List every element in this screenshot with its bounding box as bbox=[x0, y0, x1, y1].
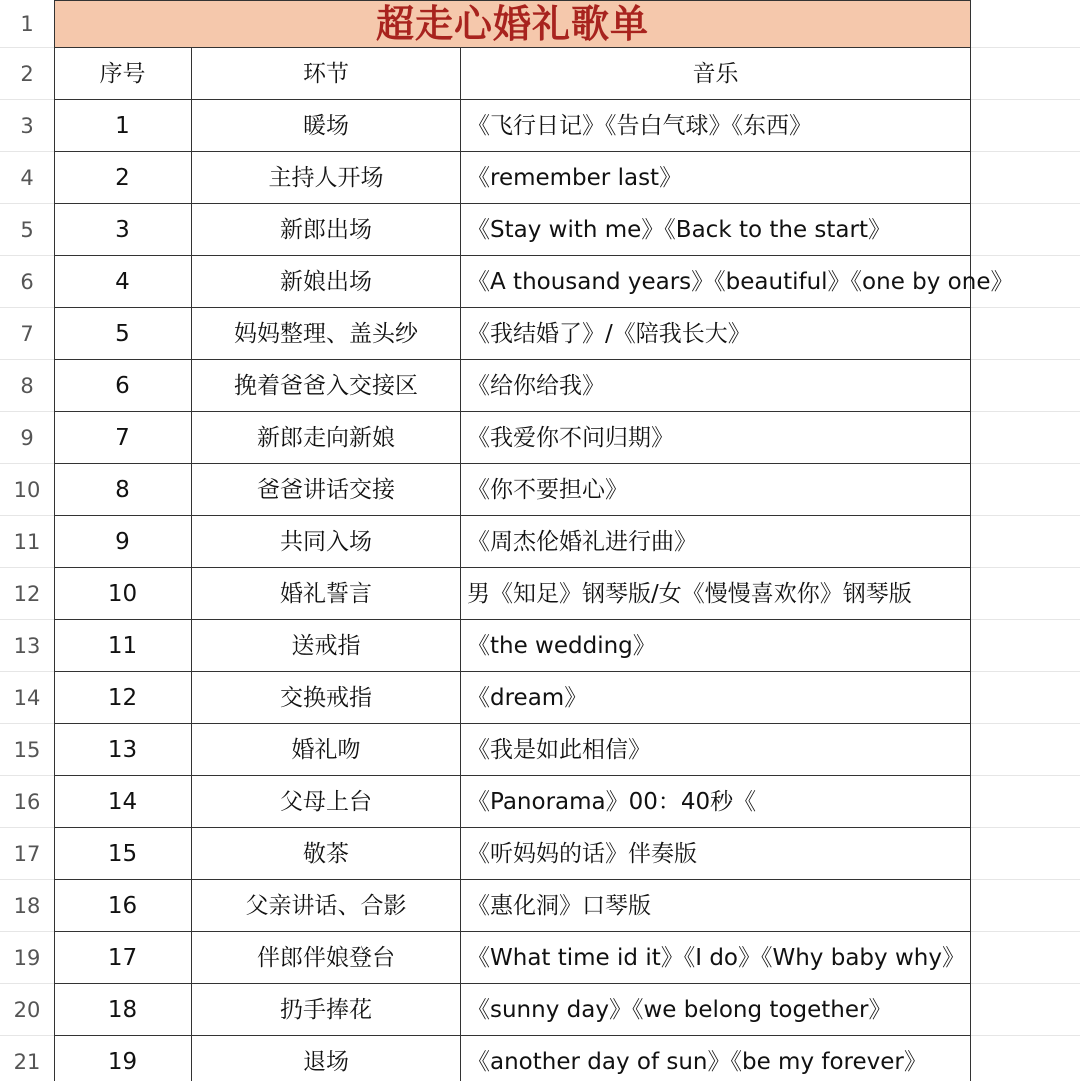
music-cell[interactable]: 《Panorama》00：40秒《 bbox=[461, 776, 971, 828]
table-row bbox=[0, 620, 1080, 672]
serial-number-cell[interactable]: 16 bbox=[54, 880, 192, 932]
row-number[interactable]: 5 bbox=[0, 204, 54, 256]
empty-cell[interactable] bbox=[971, 828, 1080, 880]
segment-cell[interactable]: 父亲讲话、合影 bbox=[192, 880, 461, 932]
table-row bbox=[0, 880, 1080, 932]
music-cell[interactable]: 《What time id it》《I do》《Why baby why》 bbox=[461, 932, 971, 984]
serial-number-cell[interactable]: 11 bbox=[54, 620, 192, 672]
empty-cell[interactable] bbox=[971, 568, 1080, 620]
serial-number-cell[interactable]: 17 bbox=[54, 932, 192, 984]
music-cell[interactable]: 《A thousand years》《beautiful》《one by one》 bbox=[461, 256, 971, 308]
segment-cell[interactable]: 送戒指 bbox=[192, 620, 461, 672]
music-cell[interactable]: 《Stay with me》《Back to the start》 bbox=[461, 204, 971, 256]
music-cell[interactable]: 《我结婚了》/《陪我长大》 bbox=[461, 308, 971, 360]
empty-cell[interactable] bbox=[971, 204, 1080, 256]
table-row bbox=[0, 308, 1080, 360]
serial-number-cell[interactable]: 1 bbox=[54, 100, 192, 152]
row-number[interactable]: 16 bbox=[0, 776, 54, 828]
empty-cell[interactable] bbox=[971, 412, 1080, 464]
segment-cell[interactable]: 挽着爸爸入交接区 bbox=[192, 360, 461, 412]
music-cell[interactable]: 《the wedding》 bbox=[461, 620, 971, 672]
empty-cell[interactable] bbox=[971, 672, 1080, 724]
serial-number-cell[interactable]: 12 bbox=[54, 672, 192, 724]
empty-cell[interactable] bbox=[971, 464, 1080, 516]
empty-cell[interactable] bbox=[971, 0, 1080, 48]
row-number[interactable]: 7 bbox=[0, 308, 54, 360]
row-number[interactable]: 1 bbox=[0, 0, 54, 48]
segment-cell[interactable]: 退场 bbox=[192, 1036, 461, 1081]
segment-cell[interactable]: 扔手捧花 bbox=[192, 984, 461, 1036]
row-number[interactable]: 4 bbox=[0, 152, 54, 204]
music-cell[interactable]: 《我是如此相信》 bbox=[461, 724, 971, 776]
row-number[interactable]: 14 bbox=[0, 672, 54, 724]
serial-number-cell[interactable]: 9 bbox=[54, 516, 192, 568]
row-number[interactable]: 18 bbox=[0, 880, 54, 932]
table-row bbox=[0, 412, 1080, 464]
row-number[interactable]: 10 bbox=[0, 464, 54, 516]
segment-cell[interactable]: 婚礼吻 bbox=[192, 724, 461, 776]
segment-cell[interactable]: 新郎出场 bbox=[192, 204, 461, 256]
music-cell[interactable]: 《惠化洞》口琴版 bbox=[461, 880, 971, 932]
segment-cell[interactable]: 主持人开场 bbox=[192, 152, 461, 204]
table-row bbox=[0, 360, 1080, 412]
empty-cell[interactable] bbox=[971, 932, 1080, 984]
music-cell[interactable]: 《remember last》 bbox=[461, 152, 971, 204]
serial-number-cell[interactable]: 18 bbox=[54, 984, 192, 1036]
row-number[interactable]: 21 bbox=[0, 1036, 54, 1081]
music-cell[interactable]: 《听妈妈的话》伴奏版 bbox=[461, 828, 971, 880]
serial-number-cell[interactable]: 4 bbox=[54, 256, 192, 308]
table-row bbox=[0, 100, 1080, 152]
empty-cell[interactable] bbox=[971, 880, 1080, 932]
row-number[interactable]: 15 bbox=[0, 724, 54, 776]
table-row bbox=[0, 776, 1080, 828]
music-cell[interactable]: 《sunny day》《we belong together》 bbox=[461, 984, 971, 1036]
segment-cell[interactable]: 爸爸讲话交接 bbox=[192, 464, 461, 516]
row-number[interactable]: 20 bbox=[0, 984, 54, 1036]
table-row bbox=[0, 568, 1080, 620]
segment-cell[interactable]: 新娘出场 bbox=[192, 256, 461, 308]
row-number[interactable]: 2 bbox=[0, 48, 54, 100]
table-row bbox=[0, 1036, 1080, 1081]
empty-cell[interactable] bbox=[971, 152, 1080, 204]
music-cell[interactable]: 《你不要担心》 bbox=[461, 464, 971, 516]
empty-cell[interactable] bbox=[971, 1036, 1080, 1081]
header-music[interactable]: 音乐 bbox=[461, 48, 971, 100]
segment-cell[interactable]: 共同入场 bbox=[192, 516, 461, 568]
row-number[interactable]: 3 bbox=[0, 100, 54, 152]
serial-number-cell[interactable]: 14 bbox=[54, 776, 192, 828]
segment-cell[interactable]: 父母上台 bbox=[192, 776, 461, 828]
title-row bbox=[0, 0, 1080, 48]
table-row bbox=[0, 672, 1080, 724]
serial-number-cell[interactable]: 3 bbox=[54, 204, 192, 256]
empty-cell[interactable] bbox=[971, 516, 1080, 568]
table-row bbox=[0, 828, 1080, 880]
header-segment[interactable]: 环节 bbox=[192, 48, 461, 100]
music-cell[interactable]: 《another day of sun》《be my forever》 bbox=[461, 1036, 971, 1081]
row-number[interactable]: 8 bbox=[0, 360, 54, 412]
serial-number-cell[interactable]: 5 bbox=[54, 308, 192, 360]
table-left-border bbox=[54, 48, 55, 1081]
music-cell[interactable]: 男《知足》钢琴版/女《慢慢喜欢你》钢琴版 bbox=[461, 568, 971, 620]
sheet-title[interactable]: 超走心婚礼歌单 bbox=[54, 0, 971, 48]
segment-cell[interactable]: 新郎走向新娘 bbox=[192, 412, 461, 464]
table-row bbox=[0, 256, 1080, 308]
music-cell[interactable]: 《周杰伦婚礼进行曲》 bbox=[461, 516, 971, 568]
row-number[interactable]: 17 bbox=[0, 828, 54, 880]
serial-number-cell[interactable]: 6 bbox=[54, 360, 192, 412]
music-cell[interactable]: 《我爱你不问归期》 bbox=[461, 412, 971, 464]
segment-cell[interactable]: 妈妈整理、盖头纱 bbox=[192, 308, 461, 360]
serial-number-cell[interactable]: 2 bbox=[54, 152, 192, 204]
music-cell[interactable]: 《给你给我》 bbox=[461, 360, 971, 412]
serial-number-cell[interactable]: 10 bbox=[54, 568, 192, 620]
serial-number-cell[interactable]: 19 bbox=[54, 1036, 192, 1081]
empty-cell[interactable] bbox=[971, 308, 1080, 360]
table-row bbox=[0, 516, 1080, 568]
table-row bbox=[0, 152, 1080, 204]
row-number[interactable]: 6 bbox=[0, 256, 54, 308]
empty-cell[interactable] bbox=[971, 100, 1080, 152]
segment-cell[interactable]: 交换戒指 bbox=[192, 672, 461, 724]
table-row bbox=[0, 724, 1080, 776]
empty-cell[interactable] bbox=[971, 48, 1080, 100]
table-row bbox=[0, 464, 1080, 516]
table-row bbox=[0, 204, 1080, 256]
segment-cell[interactable]: 敬茶 bbox=[192, 828, 461, 880]
empty-cell[interactable] bbox=[971, 620, 1080, 672]
serial-number-cell[interactable]: 8 bbox=[54, 464, 192, 516]
segment-cell[interactable]: 暖场 bbox=[192, 100, 461, 152]
empty-cell[interactable] bbox=[971, 984, 1080, 1036]
music-cell[interactable]: 《飞行日记》《告白气球》《东西》 bbox=[461, 100, 971, 152]
segment-cell[interactable]: 伴郎伴娘登台 bbox=[192, 932, 461, 984]
row-number[interactable]: 9 bbox=[0, 412, 54, 464]
serial-number-cell[interactable]: 13 bbox=[54, 724, 192, 776]
table-row bbox=[0, 984, 1080, 1036]
row-number[interactable]: 11 bbox=[0, 516, 54, 568]
segment-cell[interactable]: 婚礼誓言 bbox=[192, 568, 461, 620]
table-row bbox=[0, 932, 1080, 984]
serial-number-cell[interactable]: 7 bbox=[54, 412, 192, 464]
empty-cell[interactable] bbox=[971, 360, 1080, 412]
serial-number-cell[interactable]: 15 bbox=[54, 828, 192, 880]
row-number[interactable]: 19 bbox=[0, 932, 54, 984]
header-row bbox=[0, 48, 1080, 100]
row-number[interactable]: 13 bbox=[0, 620, 54, 672]
header-serial-number[interactable]: 序号 bbox=[54, 48, 192, 100]
row-number[interactable]: 12 bbox=[0, 568, 54, 620]
music-cell[interactable]: 《dream》 bbox=[461, 672, 971, 724]
empty-cell[interactable] bbox=[971, 256, 1080, 308]
empty-cell[interactable] bbox=[971, 776, 1080, 828]
empty-cell[interactable] bbox=[971, 724, 1080, 776]
